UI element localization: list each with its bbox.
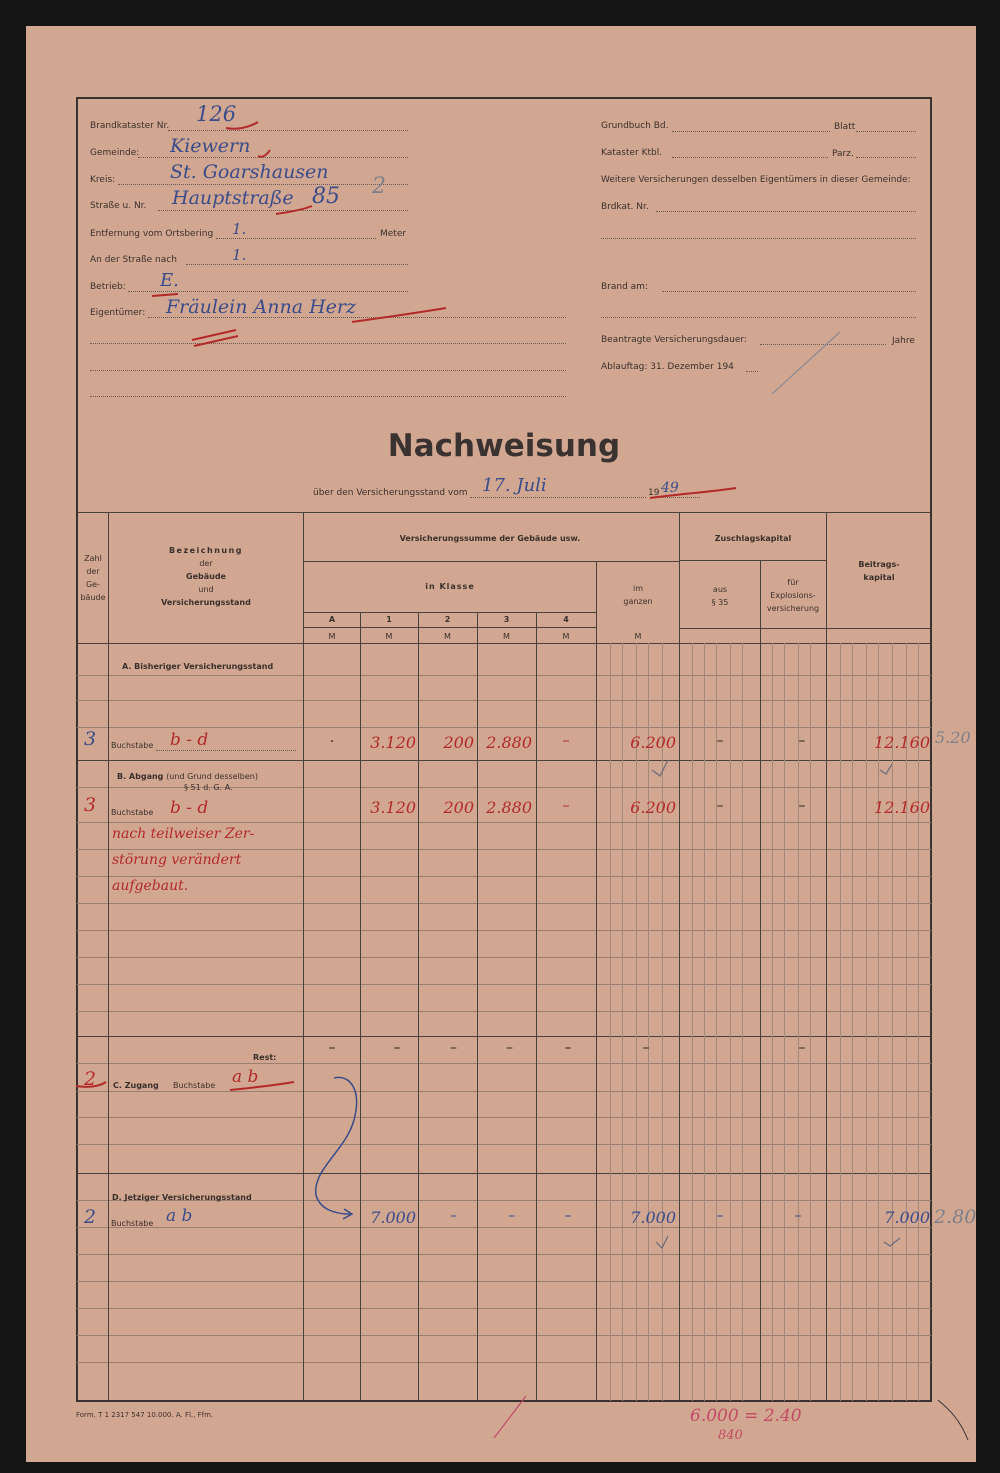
section-a-val-explosion: – (798, 733, 806, 749)
jahre-label: Jahre (892, 336, 915, 346)
pencil-check-a-beitrag (880, 764, 892, 774)
calc-note-2: 840 (718, 1428, 743, 1443)
section-a-zahl: 3 (84, 728, 97, 750)
klasse-1: 1 (386, 615, 392, 624)
section-a-buchstabe-value: b - d (170, 730, 209, 750)
section-b-buchstabe-value: b - d (170, 798, 209, 818)
section-d-val-2: – (450, 1208, 457, 1224)
brdkat-label: Brdkat. Nr. (601, 202, 649, 212)
entfernung-value: 1. (232, 220, 247, 238)
red-underline-year (650, 488, 736, 498)
section-c-title: C. Zugang (113, 1081, 159, 1090)
weitere-label: Weitere Versicherungen desselben Eigentümers in dieser Gemeinde: (601, 175, 911, 185)
page-title: Nachweisung (387, 428, 621, 464)
torn-edge-mark (938, 1400, 968, 1440)
aus-35-line-1: aus (712, 585, 728, 594)
pencil-diagonal-stroke (772, 332, 840, 394)
section-b-val-beitrag: 12.160 (874, 798, 930, 817)
col-zahl-line-2: der (86, 567, 100, 576)
rest-label: Rest: (253, 1053, 277, 1062)
section-a-val-1: 3.120 (370, 733, 416, 752)
section-a-margin-note: 5.20 (935, 728, 971, 747)
section-d-val-35: – (716, 1208, 724, 1224)
section-b-buchstabe-label: Buchstabe (111, 808, 154, 817)
explosion-line-3: versicherung (766, 604, 820, 613)
section-b-title-suffix: (und Grund desselben) (166, 772, 258, 781)
section-d-val-explosion: – (794, 1208, 802, 1224)
pencil-check-a (652, 760, 668, 776)
red-underline-betrieb (152, 294, 178, 296)
col-bez-line-5: Versicherungsstand (161, 598, 251, 607)
kataster-label: Kataster Ktbl. (601, 148, 663, 158)
explosion-line-1: für (787, 578, 799, 587)
strasse-number: 85 (312, 184, 340, 209)
zuschlagskapital-header: Zuschlagskapital (714, 534, 792, 543)
pencil-check-d (656, 1236, 668, 1248)
kreis-label: Kreis: (90, 175, 116, 185)
col-bez-line-1: Bezeichnung (168, 546, 244, 555)
rest-val-explosion: – (798, 1040, 806, 1056)
section-d-margin-note: 2.80 (934, 1206, 977, 1228)
pencil-check-d-beitrag (884, 1238, 900, 1246)
strasse-value: Hauptstraße (172, 187, 294, 209)
section-a-val-35: – (716, 733, 724, 749)
brand-label: Brand am: (601, 282, 648, 292)
brandkataster-label: Brandkataster Nr. (90, 121, 170, 131)
rest-val-1: – (393, 1040, 401, 1056)
im-ganzen-line-2: ganzen (623, 597, 653, 606)
red-tick-gemeinde (258, 150, 270, 157)
section-b-val-35: – (716, 798, 724, 814)
klasse-3: 3 (503, 615, 510, 624)
section-b-val-1: 3.120 (370, 798, 416, 817)
pink-stroke-bottom (494, 1396, 526, 1438)
section-a-val-3: 2.880 (486, 733, 532, 752)
section-c-zahl: 2 (84, 1068, 97, 1090)
unit-4: M (562, 632, 570, 641)
red-underline-buchstabe-c (230, 1082, 294, 1090)
section-d-val-beitrag: 7.000 (884, 1208, 930, 1227)
form-number: Form. T 1 2317 547 10.000. A. Fl., Ffm. (76, 1411, 214, 1419)
blatt-label: Blatt (834, 122, 856, 132)
section-d-buchstabe-value: a b (166, 1206, 193, 1226)
betrieb-label: Betrieb: (90, 282, 126, 292)
beitragskapital-line-1: Beitrags- (858, 560, 900, 569)
klasse-a: A (328, 615, 336, 624)
kreis-value: St. Goarshausen (170, 161, 329, 183)
strasse-nach-label: An der Straße nach (90, 255, 177, 265)
section-b-val-3: 2.880 (486, 798, 532, 817)
section-a-buchstabe-label: Buchstabe (111, 741, 154, 750)
section-b-paragraph: § 51 d. G. A. (184, 783, 233, 792)
section-b-val-ganzen: 6.200 (630, 798, 676, 817)
col-bez-line-2: der (199, 559, 213, 568)
red-underline-eigentuemer (352, 308, 446, 322)
section-a-val-2: 200 (443, 733, 474, 752)
section-d-buchstabe-label: Buchstabe (111, 1219, 154, 1228)
strasse-label: Straße u. Nr. (90, 201, 147, 211)
strasse-pencil-note: 2 (372, 174, 386, 199)
section-a-val-beitrag: 12.160 (874, 733, 930, 752)
unit-2: M (444, 632, 451, 641)
parz-label: Parz. (832, 149, 854, 159)
eigentuemer-value: Fräulein Anna Herz (166, 296, 356, 318)
rest-val-ganzen: – (642, 1040, 650, 1056)
calc-note: 6.000 = 2.40 (690, 1406, 802, 1426)
klasse-4: 4 (563, 615, 569, 624)
subtitle-date: 17. Juli (482, 475, 547, 496)
rest-val-4: – (564, 1040, 572, 1056)
entfernung-label: Entfernung vom Ortsbering (90, 229, 214, 239)
red-underline-brandkataster (226, 122, 258, 129)
versicherungssumme-header: Versicherungssumme der Gebäude usw. (399, 534, 581, 543)
section-d-val-4: – (564, 1208, 572, 1224)
section-b-zahl: 3 (84, 794, 97, 816)
brandkataster-value: 126 (196, 102, 237, 126)
section-c-buchstabe-label: Buchstabe (173, 1081, 216, 1090)
in-klasse-header: in Klasse (425, 582, 475, 591)
subtitle-year: 49 (661, 480, 679, 496)
col-zahl-line-1: Zahl (84, 554, 102, 563)
grundbuch-label: Grundbuch Bd. (601, 121, 669, 131)
gemeinde-value: Kiewern (170, 135, 251, 157)
unit-1: M (385, 632, 393, 641)
section-b-val-4: – (562, 798, 570, 814)
dauer-label: Beantragte Versicherungsdauer: (601, 335, 747, 345)
section-d-zahl: 2 (84, 1206, 97, 1228)
section-b-val-explosion: – (798, 798, 806, 814)
subtitle-prefix: über den Versicherungsstand vom (313, 488, 468, 498)
col-bez-line-4: und (198, 585, 214, 594)
entfernung-unit: Meter (380, 229, 407, 239)
col-bez-line-3: Gebäude (186, 572, 226, 581)
section-b-note-3: aufgebaut. (112, 878, 189, 894)
ablauf-label: Ablauftag: 31. Dezember 194 (601, 362, 734, 372)
klasse-2: 2 (444, 615, 451, 624)
subtitle-year-prefix: 19 (648, 488, 660, 498)
im-ganzen-line-1: im (632, 584, 643, 593)
section-d-val-1: 7.000 (370, 1208, 416, 1227)
red-underline-zugang (76, 1082, 106, 1087)
section-c-buchstabe-value: a b (232, 1067, 259, 1087)
beitragskapital-line-2: kapital (863, 573, 895, 582)
section-b-note-1: nach teilweiser Zer- (112, 826, 255, 842)
unit-ganzen: M (634, 632, 642, 641)
col-zahl-line-3: Ge- (85, 580, 100, 589)
betrieb-value: E. (160, 270, 179, 291)
section-a-val-4: – (562, 733, 570, 749)
rest-val-3: – (506, 1040, 513, 1056)
gemeinde-label: Gemeinde: (90, 148, 140, 158)
explosion-line-2: Explosions- (770, 591, 816, 600)
section-d-title: D. Jetziger Versicherungsstand (112, 1193, 252, 1202)
blue-arrow-curve (316, 1077, 357, 1214)
aus-35-line-2: § 35 (711, 598, 729, 607)
red-double-mark (192, 330, 238, 346)
section-b-title: B. Abgang (117, 772, 164, 781)
section-d-val-3: – (508, 1208, 515, 1224)
unit-3: M (503, 632, 510, 641)
section-b-val-2: 200 (443, 798, 474, 817)
section-a-val-a: · (329, 734, 335, 750)
unit-a: M (328, 632, 336, 641)
section-d-val-ganzen: 7.000 (630, 1208, 676, 1227)
strasse-nach-value: 1. (232, 246, 247, 264)
eigentuemer-label: Eigentümer: (90, 308, 146, 318)
rest-val-2: – (450, 1040, 457, 1056)
red-underline-strasse (276, 206, 312, 214)
rest-val-a: – (328, 1040, 336, 1056)
section-a-val-ganzen: 6.200 (630, 733, 676, 752)
section-b-note-2: störung verändert (112, 852, 242, 868)
col-zahl-line-4: bäude (80, 593, 106, 602)
section-a-title: A. Bisheriger Versicherungsstand (122, 662, 274, 671)
